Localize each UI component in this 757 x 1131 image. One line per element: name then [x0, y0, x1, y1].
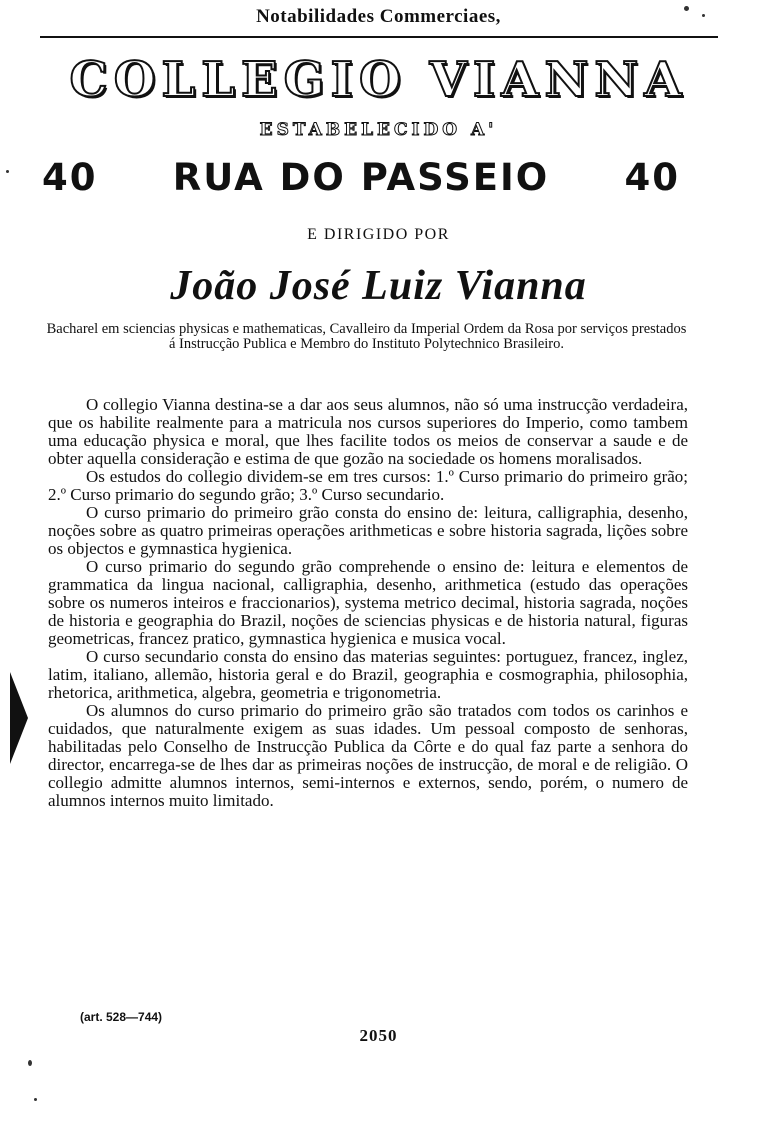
address-line [42, 156, 680, 199]
print-speck [702, 14, 705, 17]
address-street: RUA DO PASSEIO [172, 156, 550, 199]
print-speck [28, 1060, 32, 1066]
paragraph: Os estudos do collegio dividem-se em tres cursos: 1.º Curso primario do primeiro grão; 2.º Curso primario do segundo grão; 3.º Curso secundario. [48, 467, 688, 504]
paragraph: O curso secundario consta do ensino das materias seguintes: portuguez, francez, inglez, latim, italiano, allemão, historia geral e do Brazil, geographia e cosmographia, philosophia, rhetorica, arithmetica, algebra, geometria e trigonometria. [48, 647, 688, 702]
page-number: 2050 [359, 1026, 398, 1045]
body-text [48, 396, 688, 810]
print-speck [6, 170, 9, 173]
paragraph: O collegio Vianna destina-se a dar aos seus alumnos, não só uma instrucção verdadeira, que os habilite realmente para a matricula nos cursos superiores do Imperio, como tambem uma educação physica e moral, que lhes facilite todos os meios de conservar a saude e de obter aquella consideração e estima de que gozão na sociedade os homens moralisados. [48, 395, 688, 468]
print-speck [684, 6, 689, 11]
paragraph: O curso primario do segundo grão comprehende o ensino de: leitura e elementos de grammatica da lingua nacional, calligraphia, desenho, arithmetica (estudo das operações sobre os numeros inteiros e fraccionarios), systema metrico decimal, historia sagrada, noções de historia e geographia do Brazil, noções de sciencias physicas e de historia natural, figuras geometricas, francez pratico, gymnastica hygienica e musica vocal. [48, 557, 688, 648]
article-reference: (art. 528—744) [80, 1010, 163, 1024]
address-number-right: 40 [624, 156, 680, 199]
paragraph: Os alumnos do curso primario do primeiro grão são tratados com todos os carinhos e cuidados, que naturalmente exigem as suas idades. Um pessoal composto de senhoras, habilitadas pelo Conselho de Instrucção Publica da Côrte e do qual faz parte a senhora do director, encarrega-se de lhes dar as primeiras noções de instrucção, de moral e de religião. O collegio admitte alumnos internos, semi-internos e externos, sendo, porém, o numero de alumnos internos muito limitado. [48, 701, 688, 810]
director-credentials: Bacharel em sciencias physicas e mathematicas, Cavalleiro da Imperial Ordem da Rosa por serviços prestados á Instrucção Publica e Membro do Instituto Polytechnico Brasileiro. [46, 321, 687, 352]
address-number-left: 40 [42, 156, 98, 199]
paragraph: O curso primario do primeiro grão consta do ensino de: leitura, calligraphia, desenho, noções sobre as quatro primeiras operações arithmeticas e sobre historia sagrada, lições sobre os objectos e gymnastica hygienica. [48, 503, 688, 558]
directed-by: E DIRIGIDO POR [307, 226, 450, 243]
director-name: João José Luiz Vianna [170, 263, 587, 309]
margin-mark [10, 672, 28, 764]
subtitle: ESTABELECIDO A' [259, 120, 498, 140]
page-title: COLLEGIO VIANNA [69, 52, 688, 108]
header-rule [40, 36, 718, 38]
print-speck [34, 1098, 37, 1101]
running-head: Notabilidades Commerciaes, [256, 6, 501, 27]
